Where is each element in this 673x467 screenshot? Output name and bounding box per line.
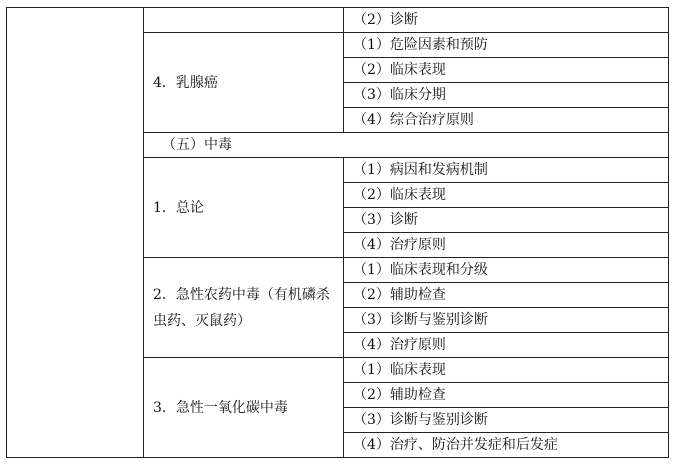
syllabus-item: （3）诊断与鉴别诊断 (344, 308, 669, 333)
syllabus-item: （1）临床表现和分级 (344, 258, 669, 283)
syllabus-item: （2）辅助检查 (344, 383, 669, 408)
syllabus-item: （4）治疗原则 (344, 233, 669, 258)
syllabus-item: （3）临床分期 (344, 83, 669, 108)
syllabus-item: （2）辅助检查 (344, 283, 669, 308)
syllabus-table (6, 7, 669, 458)
syllabus-table-body (7, 8, 669, 458)
syllabus-item: （2）临床表现 (344, 58, 669, 83)
syllabus-item: （2）临床表现 (344, 183, 669, 208)
unit-title: 1．总论 (144, 158, 344, 258)
table-row (7, 8, 669, 33)
section-heading: （五）中毒 (144, 133, 669, 158)
syllabus-item: （3）诊断与鉴别诊断 (344, 408, 669, 433)
left-column-cell (7, 8, 144, 458)
syllabus-item: （4）治疗、防治并发症和后发症 (344, 433, 669, 458)
unit-title: 3．急性一氧化碳中毒 (144, 358, 344, 458)
syllabus-item: （1）病因和发病机制 (344, 158, 669, 183)
syllabus-item: （1）临床表现 (344, 358, 669, 383)
syllabus-item: （3）诊断 (344, 208, 669, 233)
syllabus-item: （2）诊断 (344, 8, 669, 33)
syllabus-item: （1）危险因素和预防 (344, 33, 669, 58)
syllabus-item: （4）综合治疗原则 (344, 108, 669, 133)
syllabus-item: （4）治疗原则 (344, 333, 669, 358)
unit-cell-empty (144, 8, 344, 33)
unit-title: 4．乳腺癌 (144, 33, 344, 133)
unit-title: 2．急性农药中毒（有机磷杀虫药、灭鼠药） (144, 258, 344, 358)
